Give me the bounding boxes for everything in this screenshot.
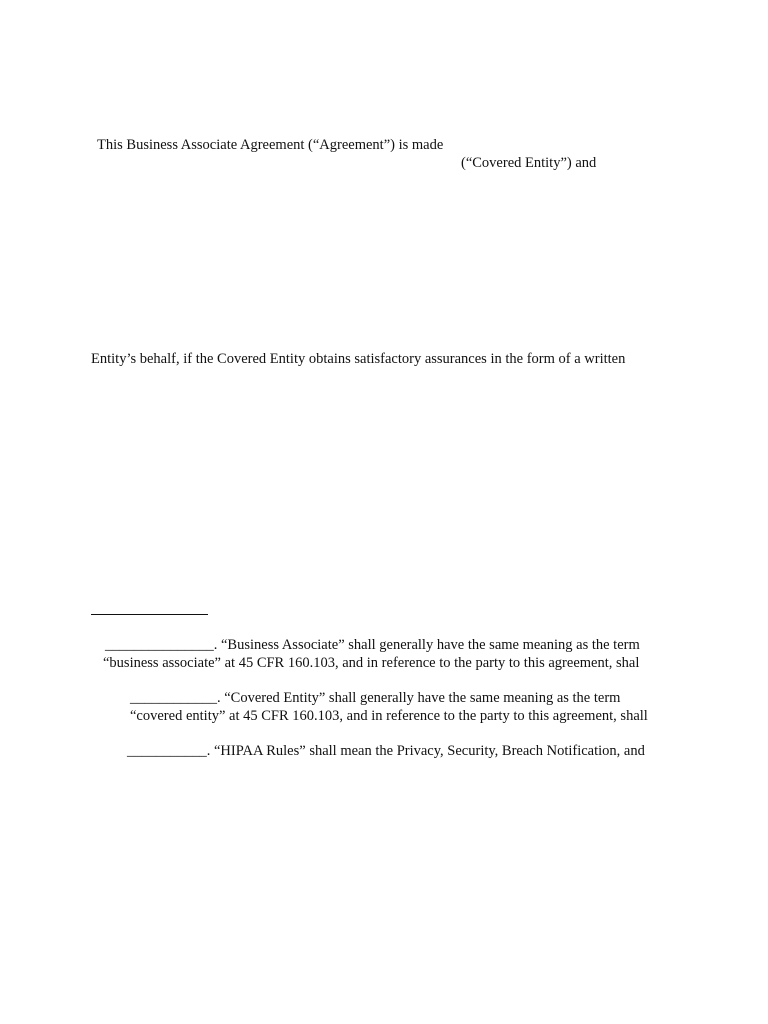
- definition-text: . “HIPAA Rules” shall mean the Privacy, Security, Breach Notification, and: [206, 743, 645, 759]
- intro-line-1: This Business Associate Agreement (“Agreement”) is made: [97, 137, 444, 153]
- definition-business-associate-line-1: [105, 636, 640, 654]
- intro-line-2: (“Covered Entity”) and: [461, 155, 597, 171]
- definition-blank: ___________: [127, 743, 207, 759]
- definition-text: . “Covered Entity” shall generally have the same meaning as the term: [217, 690, 621, 706]
- definition-blank: ____________: [130, 690, 217, 706]
- section-heading-rule: [91, 614, 208, 615]
- definition-covered-entity-line-2: “covered entity” at 45 CFR 160.103, and in reference to the party to this agreement, shall: [130, 708, 648, 724]
- definition-hipaa-rules-line-1: [127, 742, 645, 760]
- definition-text: . “Business Associate” shall generally have the same meaning as the term: [213, 637, 640, 653]
- definition-blank: _______________: [105, 637, 214, 653]
- definition-covered-entity-line-1: [130, 689, 620, 707]
- definition-business-associate-line-2: “business associate” at 45 CFR 160.103, and in reference to the party to this agreement, shal: [103, 655, 640, 671]
- behalf-line: Entity’s behalf, if the Covered Entity obtains satisfactory assurances in the form of a written: [91, 351, 626, 367]
